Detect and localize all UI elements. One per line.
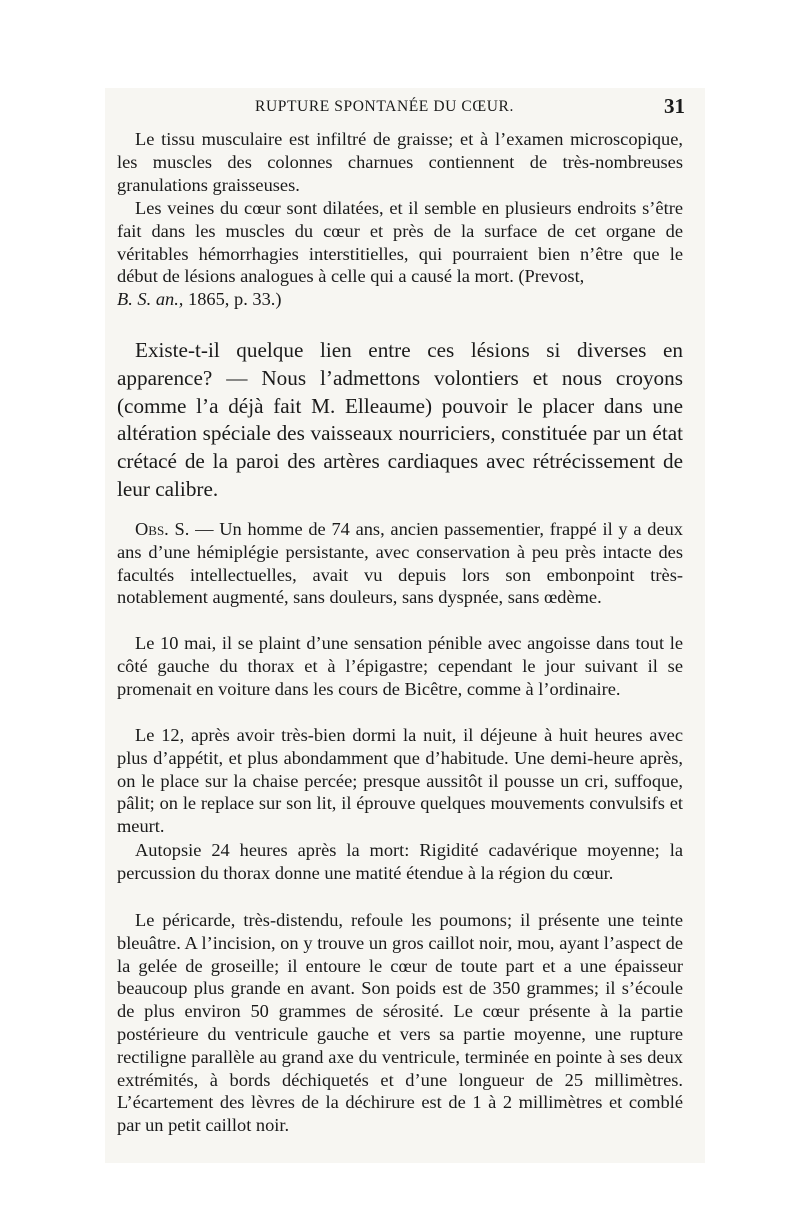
observation-paragraph [117,518,683,609]
paragraph-text: Le 12, après avoir très-bien dormi la nuit, il déjeune à huit heures avec plus d’appétit, et plus abondamment que d’habitude. Une demi-heure après, on le place sur la chaise percée; presque aussitôt il pousse un cri, suffoque, pâlit; on le replace sur son lit, il éprouve quelques mouvements convulsifs et meurt. [117,725,683,837]
paragraph-observation [117,518,683,609]
paragraph-may-10 [117,632,683,700]
paragraph-hypothesis [117,337,683,504]
citation-year-page: 1865, p. 33.) [188,289,282,310]
observation-label: Obs. S. — [135,519,214,539]
paragraph-text: Autopsie 24 heures après la mort: Rigidité cadavérique moyenne; la percussion du thorax donne une matité étendue à la région du cœur. [117,840,683,883]
paragraph-text: Le tissu musculaire est infiltré de graisse; et à l’examen microscopique, les muscles des colonnes charnues contiennent de très-nombreuses granulations graisseuses. [117,129,683,195]
paragraph-text: Le péricarde, très-distendu, refoule les poumons; il présente une teinte bleuâtre. A l’incision, on y trouve un gros caillot noir, mou, ayant l’aspect de la gelée de groseille; il entoure le cœur de toute part et a une épaisseur beaucoup plus grande en avant. Son poids est de 350 grammes; il s’écoule de plus environ 50 grammes de sérosité. Le cœur présente à la partie postérieure du ventricule gauche et vers sa partie moyenne, une rupture rectiligne parallèle au grand axe du ventricule, terminée en pointe à ses deux extrémités, à bords déchiquetés et d’une longueur de 25 millimètres. L’écartement des lèvres de la déchirure est de 1 à 2 millimètres et comblé par un petit caillot noir. [117,910,683,1136]
running-title: RUPTURE SPONTANÉE DU CŒUR. [255,98,514,115]
paragraph-text: Les veines du cœur sont dilatées, et il semble en plusieurs endroits s’être fait dans les muscles du cœur et près de la surface de cet organe de véritables hémorrhagies interstitielles, qui pourraient bien n’être que le début de lésions analogues à celle qui a causé la mort. (Prevost, [117,198,683,287]
paragraph-microscopy [117,128,683,196]
page-number: 31 [664,94,685,118]
paragraph-text: Existe-t-il quelque lien entre ces lésions si diverses en apparence? — Nous l’admettons volontiers et nous croyons (comme l’a déjà fait M. Elleaume) pouvoir le placer dans une altération spéciale des vaisseaux nourriciers, constituée par un état crétacé de la paroi des artères cardiaques avec rétrécissement de leur calibre. [117,338,683,501]
paragraph-text: Un homme de 74 ans, ancien passementier, frappé il y a deux ans d’une hémiplégie persistante, avec conservation à peu près intacte des facultés intellectuelles, avait vu depuis lors son embonpoint très-notablement augmenté, sans douleurs, sans dyspnée, sans œdème. [117,519,683,608]
paragraph-text: Le 10 mai, il se plaint d’une sensation pénible avec angoisse dans tout le côté gauche du thorax et à l’épigastre; cependant le jour suivant il se promenait en voiture dans les cours de Bicêtre, comme à l’ordinaire. [117,633,683,699]
paragraph-pericardium [117,909,683,1137]
paragraph-with-citation [117,197,683,311]
page-header [255,94,685,122]
paragraph-autopsy [117,839,683,885]
paragraph-may-12 [117,724,683,838]
citation-source: B. S. an., [117,289,184,310]
paragraph-veins [117,197,683,311]
